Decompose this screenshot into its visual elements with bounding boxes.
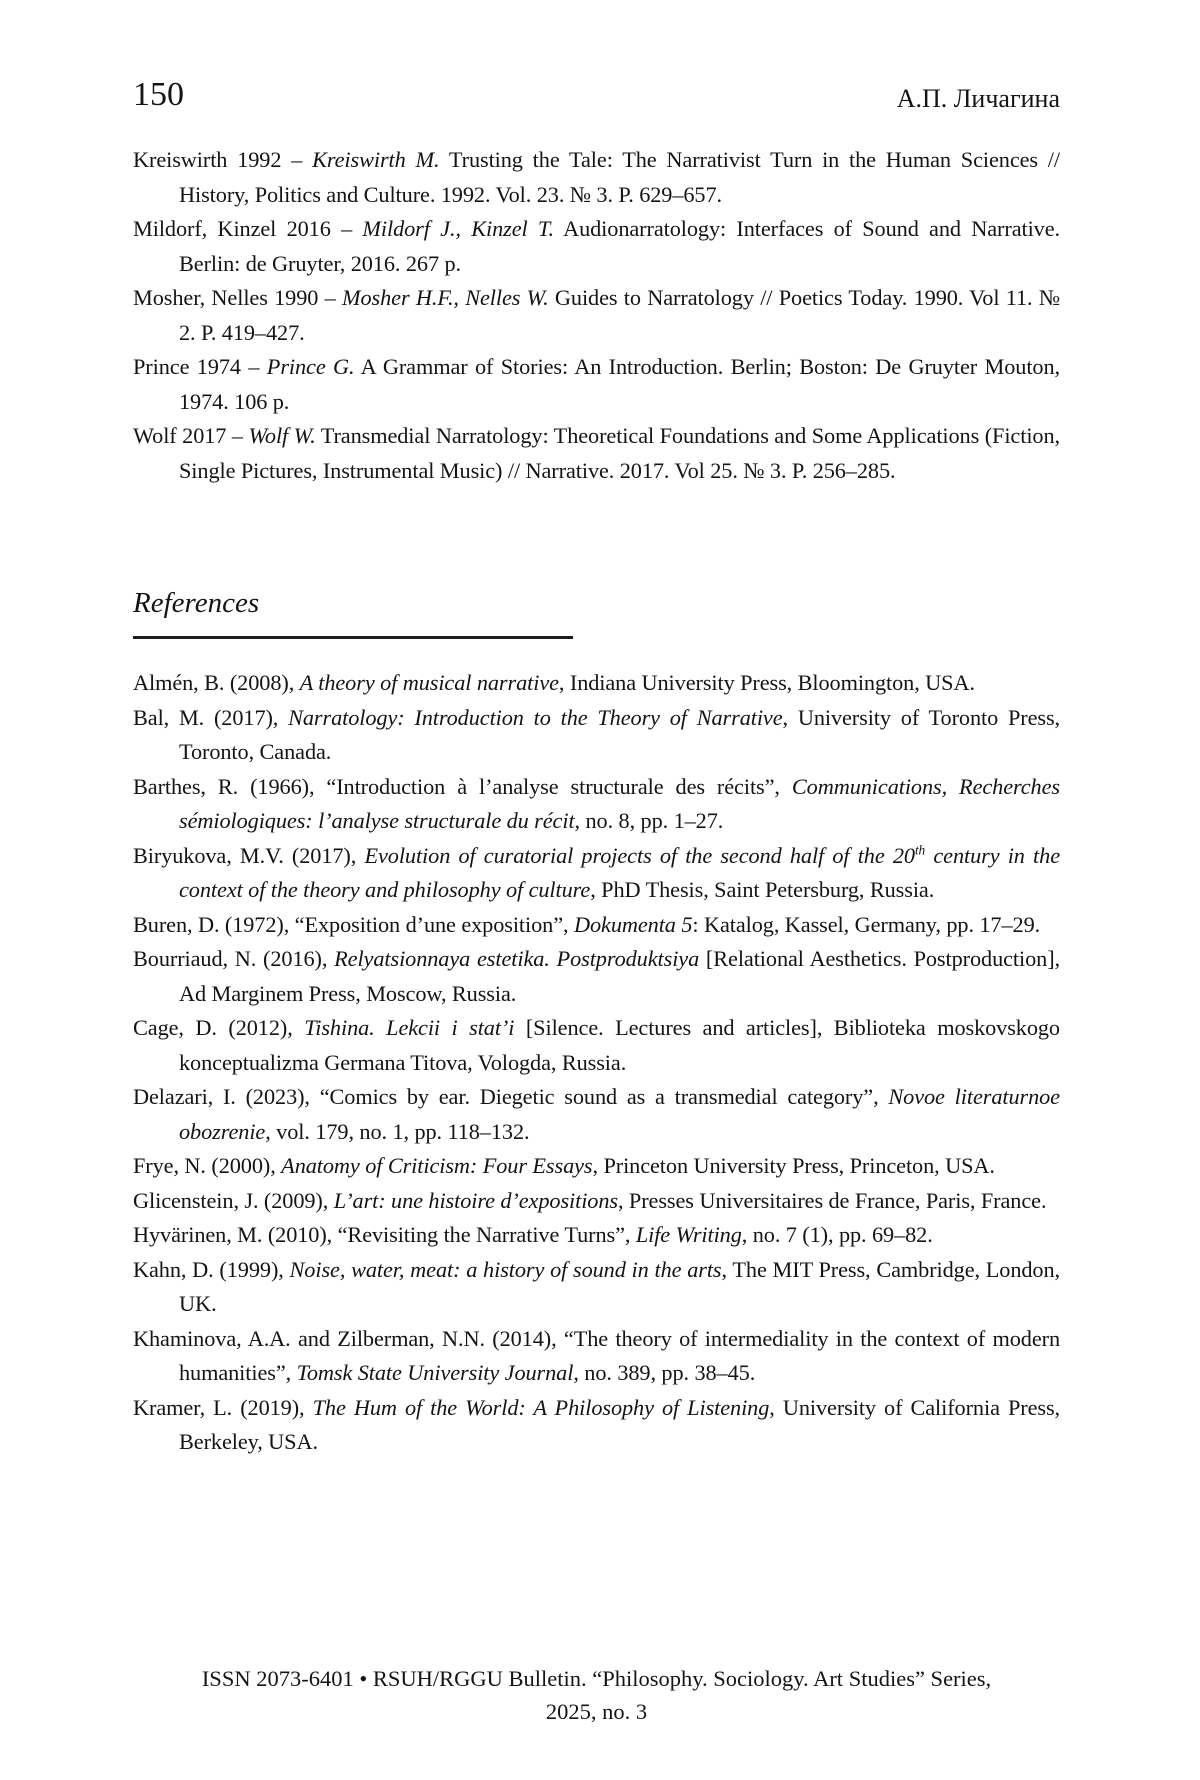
bibliography-entry: Wolf 2017 – Wolf W. Transmedial Narratology: Theoretical Foundations and Some Applications (Fiction, Single Pictures, Instrumental Music) // Narrative. 2017. Vol 25. № 3. P. 256–285.: [133, 423, 1060, 483]
reference-entry: Delazari, I. (2023), “Comics by ear. Diegetic sound as a transmedial category”, Novoe literaturnoe obozrenie, vol. 179, no. 1, pp. 118–132.: [133, 1084, 1060, 1144]
reference-entry: Bourriaud, N. (2016), Relyatsionnaya estetika. Postproduktsiya [Relational Aesthetics. Postproduction], Ad Marginem Press, Moscow, Russia.: [133, 946, 1061, 1006]
reference-entry: Barthes, R. (1966), “Introduction à l’analyse structurale des récits”, Communications, Recherches sémiologiques: l’analyse structurale du récit, no. 8, pp. 1–27.: [133, 773, 1060, 833]
reference-entry: Kahn, D. (1999), Noise, water, meat: a history of sound in the arts, The MIT Press, Cambridge, London, UK.: [133, 1256, 1060, 1316]
bibliography-list: [133, 143, 1060, 488]
bibliography-entry: Kreiswirth 1992 – Kreiswirth M. Trusting the Tale: The Narrativist Turn in the Human Sciences // History, Politics and Culture. 1992. Vol. 23. № 3. P. 629–657.: [133, 147, 1061, 207]
bibliography-entry: Prince 1974 – Prince G. A Grammar of Stories: An Introduction. Berlin; Boston: De Gruyter Mouton, 1974. 106 p.: [133, 354, 1060, 414]
reference-entry: Frye, N. (2000), Anatomy of Criticism: Four Essays, Princeton University Press, Princeton, USA.: [133, 1153, 995, 1178]
heading-rule: [133, 636, 573, 639]
page-number: 150: [133, 76, 184, 113]
bibliography-entry: Mosher, Nelles 1990 – Mosher H.F., Nelles W. Guides to Narratology // Poetics Today. 1990. Vol 11. № 2. P. 419–427.: [133, 285, 1061, 345]
reference-entry: Hyvärinen, M. (2010), “Revisiting the Narrative Turns”, Life Writing, no. 7 (1), pp. 69–82.: [133, 1222, 933, 1247]
reference-entry: Biryukova, M.V. (2017), Evolution of curatorial projects of the second half of the 20th century in the context of the theory and philosophy of culture, PhD Thesis, Saint Petersburg, Russia.: [133, 842, 1060, 902]
reference-entry: Glicenstein, J. (2009), L’art: une histoire d’expositions, Presses Universitaires de France, Paris, France.: [133, 1187, 1047, 1213]
reference-entry: Cage, D. (2012), Tishina. Lekcii i stat’i [Silence. Lectures and articles], Biblioteka moskovskogo konceptualizma Germana Titova, Vologda, Russia.: [133, 1015, 1060, 1075]
page-footer: [133, 1662, 1060, 1728]
references-heading: References: [133, 587, 260, 619]
footer-issn-line: ISSN 2073-6401 • RSUH/RGGU Bulletin. “Philosophy. Sociology. Art Studies” Series,: [201, 1666, 992, 1691]
reference-entry: Kramer, L. (2019), The Hum of the World: A Philosophy of Listening, University of California Press, Berkeley, USA.: [133, 1394, 1060, 1454]
page-header: [133, 76, 1060, 120]
reference-entry: Buren, D. (1972), “Exposition d’une exposition”, Dokumenta 5: Katalog, Kassel, Germany, pp. 17–29.: [133, 911, 1041, 937]
reference-entry: Bal, M. (2017), Narratology: Introduction to the Theory of Narrative, University of Toronto Press, Toronto, Canada.: [133, 704, 1060, 764]
footer-issue-line: 2025, no. 3: [545, 1699, 648, 1724]
references-list: [133, 666, 1060, 1460]
reference-entry: Khaminova, A.A. and Zilberman, N.N. (2014), “The theory of intermediality in the context of modern humanities”, Tomsk State University Journal, no. 389, pp. 38–45.: [133, 1325, 1060, 1385]
running-head-author: А.П. Личагина: [896, 84, 1060, 113]
reference-entry: Almén, B. (2008), A theory of musical narrative, Indiana University Press, Bloomington, USA.: [133, 670, 975, 695]
bibliography-entry: Mildorf, Kinzel 2016 – Mildorf J., Kinzel T. Audionarratology: Interfaces of Sound and Narrative. Berlin: de Gruyter, 2016. 267 p.: [133, 216, 1060, 276]
